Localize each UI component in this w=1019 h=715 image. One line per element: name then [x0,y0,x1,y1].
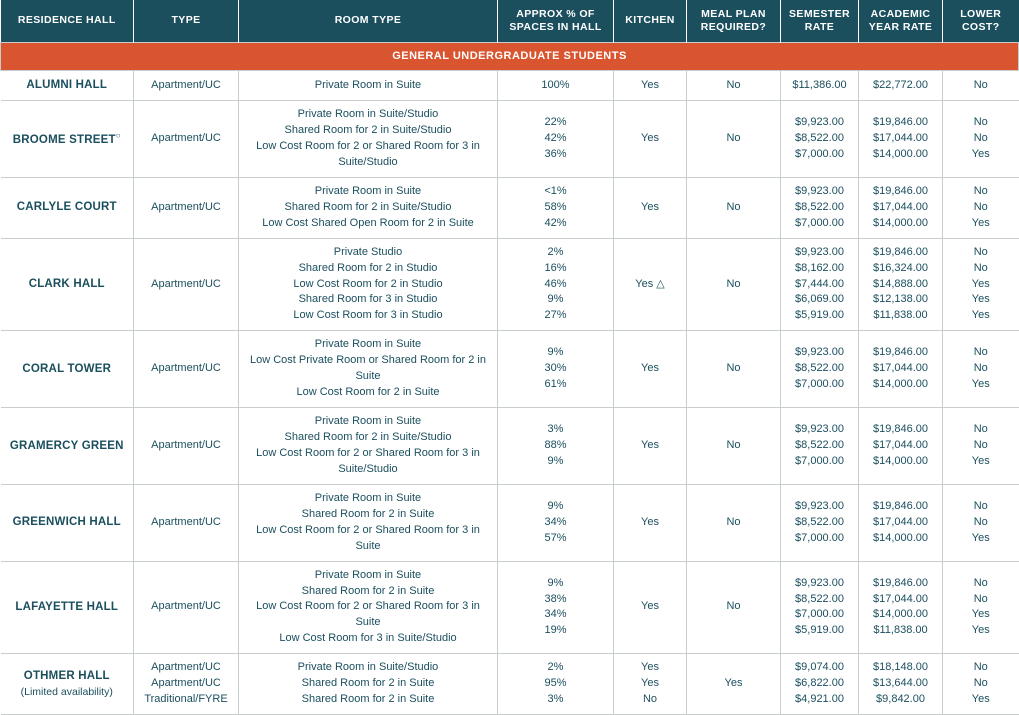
residence-hall-name: GREENWICH HALL [1,484,134,561]
room-type-list: Private Room in Suite Shared Room for 2 in Suite/Studio Low Cost Shared Open Room for 2 in Suite [239,177,498,238]
semester-rate-list: $9,923.00 $8,522.00 $7,000.00 [781,484,859,561]
residence-hall-name: BROOME STREET○ [1,101,134,178]
room-type-list: Private Room in Suite Shared Room for 2 in Suite Low Cost Room for 2 or Shared Room for 3 in Suite [239,484,498,561]
residence-hall-name: ALUMNI HALL [1,71,134,101]
column-header-lower-cost: LOWER COST? [943,0,1019,42]
column-header-kitchen: KITCHEN [614,0,687,42]
column-header-meal-plan: MEAL PLAN REQUIRED? [687,0,781,42]
academic-year-rate-list: $22,772.00 [859,71,943,101]
semester-rate-list: $11,386.00 [781,71,859,101]
academic-year-rate-list: $19,846.00 $17,044.00 $14,000.00 [859,408,943,485]
meal-plan-value: No [687,101,781,178]
section-band-label: GENERAL UNDERGRADUATE STUDENTS [1,42,1019,71]
lower-cost-list: No No Yes [943,408,1019,485]
lower-cost-list: No No Yes [943,331,1019,408]
column-header-type: TYPE [134,0,239,42]
lower-cost-list: No No Yes [943,177,1019,238]
column-header-academic-year-rate: ACADEMIC YEAR RATE [859,0,943,42]
footnote-marker: ○ [115,130,121,140]
kitchen-value: Yes [614,408,687,485]
lower-cost-list: No No Yes [943,654,1019,715]
table-row [1,561,1019,654]
approx-percent-list: 9% 38% 34% 19% [498,561,614,654]
academic-year-rate-list: $19,846.00 $17,044.00 $14,000.00 [859,177,943,238]
meal-plan-value: No [687,408,781,485]
meal-plan-value: No [687,177,781,238]
residence-hall-name: CORAL TOWER [1,331,134,408]
academic-year-rate-list: $19,846.00 $17,044.00 $14,000.00 [859,331,943,408]
approx-percent-list: 22% 42% 36% [498,101,614,178]
approx-percent-list: <1% 58% 42% [498,177,614,238]
room-type-list: Private Room in Suite [239,71,498,101]
table-header [1,0,1019,42]
kitchen-value: Yes [614,561,687,654]
semester-rate-list: $9,923.00 $8,522.00 $7,000.00 [781,177,859,238]
academic-year-rate-list: $19,846.00 $17,044.00 $14,000.00 [859,101,943,178]
room-type-list: Private Room in Suite/Studio Shared Room for 2 in Suite/Studio Low Cost Room for 2 or Shared Room for 3 in Suite/Studio [239,101,498,178]
semester-rate-list: $9,923.00 $8,522.00 $7,000.00 [781,101,859,178]
meal-plan-value: No [687,71,781,101]
header-row [1,0,1019,42]
column-header-semester-rate: SEMESTER RATE [781,0,859,42]
residence-hall-name: GRAMERCY GREEN [1,408,134,485]
approx-percent-list: 3% 88% 9% [498,408,614,485]
lower-cost-list: No No Yes Yes Yes [943,238,1019,331]
room-type-list: Private Room in Suite Low Cost Private Room or Shared Room for 2 in Suite Low Cost Room for 2 in Suite [239,331,498,408]
approx-percent-list: 9% 34% 57% [498,484,614,561]
residence-type: Apartment/UC [134,177,239,238]
column-header-approx-spaces: APPROX % OF SPACES IN HALL [498,0,614,42]
residence-hall-name: CARLYLE COURT [1,177,134,238]
room-type-list: Private Studio Shared Room for 2 in Studio Low Cost Room for 2 in Studio Shared Room for 3 in Studio Low Cost Room for 3 in Studio [239,238,498,331]
room-type-list: Private Room in Suite Shared Room for 2 in Suite Low Cost Room for 2 or Shared Room for 3 in Suite Low Cost Room for 3 in Suite/Studio [239,561,498,654]
approx-percent-list: 100% [498,71,614,101]
kitchen-value: Yes [614,177,687,238]
approx-percent-list: 2% 16% 46% 9% 27% [498,238,614,331]
residence-type: Apartment/UC [134,101,239,178]
residence-hall-name: OTHMER HALL (Limited availability) [1,654,134,715]
lower-cost-list: No No Yes [943,101,1019,178]
residence-type: Apartment/UC [134,238,239,331]
lower-cost-list: No No Yes [943,484,1019,561]
semester-rate-list: $9,074.00 $6,822.00 $4,921.00 [781,654,859,715]
kitchen-value: Yes Yes No [614,654,687,715]
table-row [1,71,1019,101]
table-row [1,177,1019,238]
semester-rate-list: $9,923.00 $8,522.00 $7,000.00 [781,331,859,408]
meal-plan-value: No [687,484,781,561]
lower-cost-list: No [943,71,1019,101]
residence-type: Apartment/UC Apartment/UC Traditional/FYRE [134,654,239,715]
academic-year-rate-list: $19,846.00 $16,324.00 $14,888.00 $12,138.00 $11,838.00 [859,238,943,331]
semester-rate-list: $9,923.00 $8,522.00 $7,000.00 [781,408,859,485]
kitchen-value: Yes [614,331,687,408]
residence-type: Apartment/UC [134,561,239,654]
table-row [1,331,1019,408]
kitchen-value: Yes [614,101,687,178]
semester-rate-list: $9,923.00 $8,162.00 $7,444.00 $6,069.00 $5,919.00 [781,238,859,331]
residence-hall-note: (Limited availability) [20,685,113,698]
column-header-room-type: ROOM TYPE [239,0,498,42]
residence-type: Apartment/UC [134,71,239,101]
meal-plan-value: No [687,331,781,408]
kitchen-value: Yes △ [614,238,687,331]
kitchen-value: Yes [614,484,687,561]
table-row [1,484,1019,561]
academic-year-rate-list: $19,846.00 $17,044.00 $14,000.00 $11,838.00 [859,561,943,654]
residence-type: Apartment/UC [134,331,239,408]
academic-year-rate-list: $18,148.00 $13,644.00 $9,842.00 [859,654,943,715]
table-row [1,238,1019,331]
meal-plan-value: No [687,238,781,331]
table-row [1,408,1019,485]
residence-hall-name: LAFAYETTE HALL [1,561,134,654]
residence-hall-name: CLARK HALL [1,238,134,331]
residence-type: Apartment/UC [134,484,239,561]
room-type-list: Private Room in Suite/Studio Shared Room for 2 in Suite Shared Room for 2 in Suite [239,654,498,715]
kitchen-value: Yes [614,71,687,101]
section-band-general-undergraduate [1,42,1019,71]
table-row [1,101,1019,178]
table-body [1,42,1019,715]
semester-rate-list: $9,923.00 $8,522.00 $7,000.00 $5,919.00 [781,561,859,654]
room-type-list: Private Room in Suite Shared Room for 2 in Suite/Studio Low Cost Room for 2 or Shared Room for 3 in Suite/Studio [239,408,498,485]
residence-type: Apartment/UC [134,408,239,485]
table-row [1,654,1019,715]
column-header-residence-hall: RESIDENCE HALL [1,0,134,42]
lower-cost-list: No No Yes Yes [943,561,1019,654]
approx-percent-list: 9% 30% 61% [498,331,614,408]
meal-plan-value: No [687,561,781,654]
approx-percent-list: 2% 95% 3% [498,654,614,715]
meal-plan-value: Yes [687,654,781,715]
academic-year-rate-list: $19,846.00 $17,044.00 $14,000.00 [859,484,943,561]
